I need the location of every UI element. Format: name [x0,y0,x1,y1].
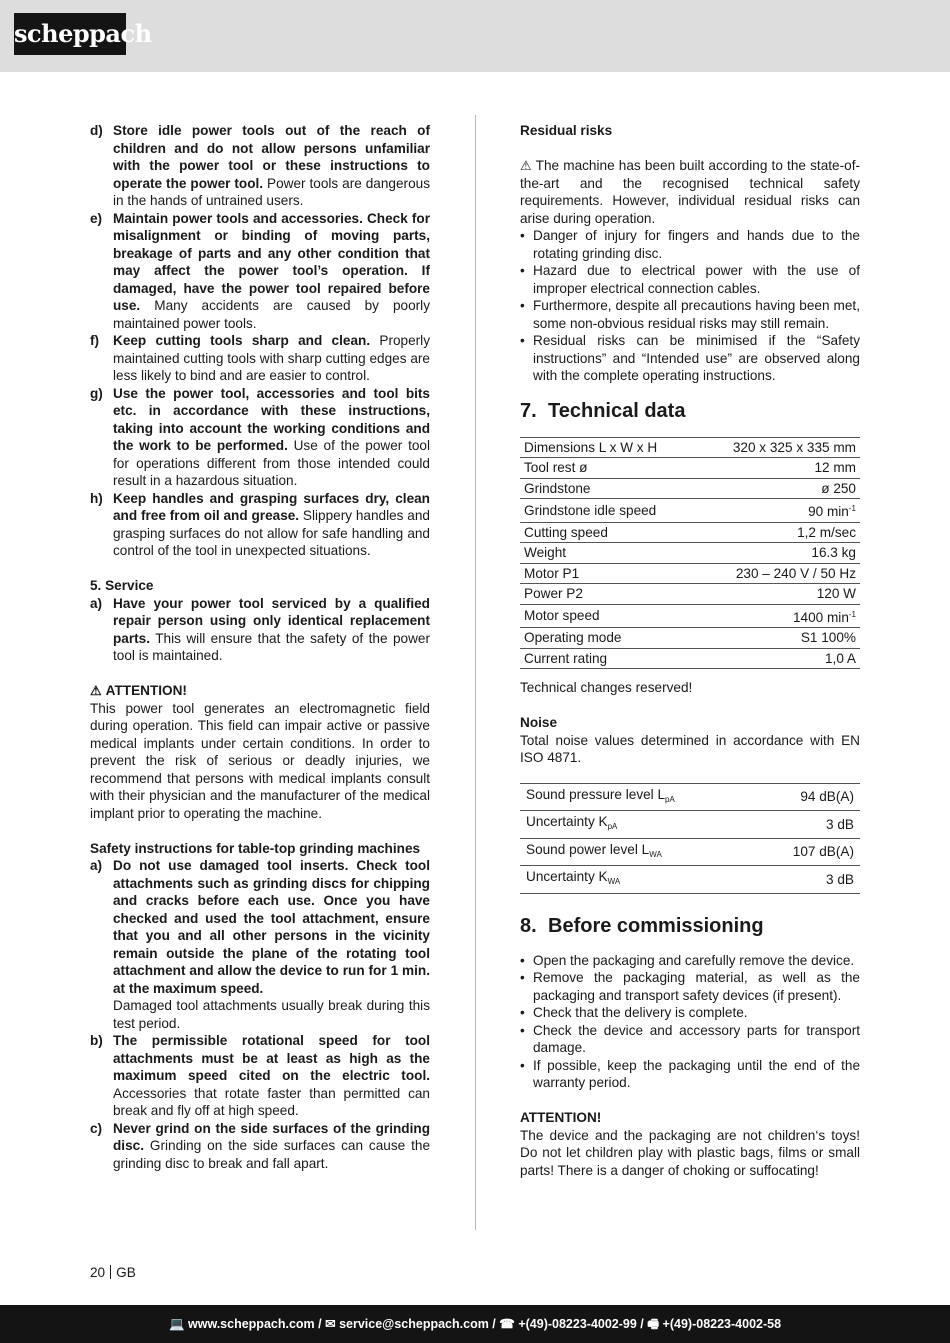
footer-bar [0,1305,950,1343]
grinding-item-c: c) Never grind on the side surfaces of the grinding disc. Grinding on the side surfaces can cause the grinding disc to break and fall apart. [90,1120,430,1171]
warning-icon: ⚠ [520,158,532,173]
residual-risks-intro: ⚠ The machine has been built according to the state-of-the-art and the recognised technical safety requirements. However, individual residual risks can arise during operation. [520,158,860,226]
table-row: Uncertainty $K_{pA}$ 3 dB [520,811,860,839]
noise-heading: Noise [520,715,558,730]
phone-number: +(49)-08223-4002-99 / [518,1317,644,1331]
technical-data-heading: 7. Technical data [520,399,686,422]
bullet-item: • Remove the packaging material, as well as the packaging and transport safety devices (if present). [520,970,860,1003]
table-row: Motor P1 230 – 240 V / 50 Hz [520,563,860,584]
table-row: Cutting speed 1,2 m/sec [520,522,860,543]
table-row: Motor speed 1400 $\min^{-1}$ [520,604,860,628]
list-item-d: d) Store idle power tools out of the reach of children and do not allow persons unfamiliar with the power tool or these instructions to operate the power tool. Power tools are dangerous in the hands of untrained users. [90,123,430,208]
table-row: Grindstone idle speed 90 $\min^{-1}$ [520,499,860,523]
bullet-item: • Check the device and accessory parts for transport damage. [520,1022,860,1055]
table-row: Sound pressure level $L_{pA}$ 94 dB(A) [520,783,860,811]
attention-heading: ⚠ ATTENTION! [90,683,187,698]
bullet-item: • Residual risks can be minimised if the “Safety instructions” and “Intended use” are observed along with the complete operating instructions. [520,333,860,383]
technical-changes-note: Technical changes reserved! [520,680,693,695]
bullet-item: • Hazard due to electrical power with the use of improper electrical connection cables. [520,263,860,296]
list-item-g: g) Use the power tool, accessories and tool bits etc. in accordance with these instructions, taking into account the working conditions and the work to be performed. Use of the power tool for operations different from those intended could result in a hazardous situation. [90,385,431,488]
attention2-heading: ATTENTION! [520,1110,602,1125]
commissioning-list [520,952,860,1092]
header-bar [0,0,950,72]
table-row: Power P2 120 W [520,584,860,605]
column-divider [475,115,476,1230]
table-row: Grindstone ø 250 [520,478,860,499]
technical-data-table [520,437,860,670]
noise-text: Total noise values determined in accordance with EN ISO 4871. [520,732,860,765]
list-item-f: f) Keep cutting tools sharp and clean. Properly maintained cutting tools with sharp cutting edges are less likely to bind and are easier to control. [90,333,430,383]
before-commissioning-heading: 8. Before commissioning [520,914,764,937]
bullet-item: • Danger of injury for fingers and hands due to the rotating grinding disc. [520,228,860,261]
email-icon: ✉ [325,1317,336,1331]
service-item-a: a) Have your power tool serviced by a qualified repair person using only identical replacement parts. This will ensure that the safety of the power tool is maintained. [90,595,430,663]
table-row: Tool rest ø 12 mm [520,458,860,479]
bullet-item: • Furthermore, despite all precautions having been met, some non-obvious residual risks may still remain. [520,298,860,331]
scheppach-logo: scheppach [14,13,126,55]
residual-risks-heading: Residual risks [520,123,613,138]
residual-risks-list [520,227,860,385]
website-link[interactable]: www.scheppach.com / [188,1317,322,1331]
attention2-text: The device and the packaging are not children‘s toys! Do not let children play with plastic bags, films or small parts! There is a danger of choking or suffocating! [520,1127,860,1178]
bullet-item: • Open the packaging and carefully remove the device. [520,952,855,968]
right-column [520,122,860,1179]
grinding-item-a-note: Damaged tool attachments usually break during this test period. [113,998,430,1031]
grinding-item-b: b) The permissible rotational speed for tool attachments must be at least as high as the maximum speed cited on the electric tool. Accessories that rotate faster than permitted can break and fly off at high speed. [90,1033,430,1118]
phone-icon: ☎ [499,1317,515,1331]
grinding-safety-heading: Safety instructions for table-top grinding machines [90,840,421,856]
table-row: Uncertainty $K_{WA}$ 3 dB [520,866,860,894]
noise-table [520,783,860,894]
table-row: Sound power level $L_{WA}$ 107 dB(A) [520,838,860,866]
table-row: Weight 16.3 kg [520,543,860,564]
service-heading: 5. Service [90,578,154,593]
computer-icon: 💻 [168,1317,185,1331]
table-row: Dimensions L x W x H 320 x 325 x 335 mm [520,437,860,458]
table-row: Operating mode S1 100% [520,628,860,649]
bullet-item: • Check that the delivery is complete. [520,1005,748,1020]
list-item-h: h) Keep handles and grasping surfaces dry, clean and free from oil and grease. Slippery handles and grasping surfaces do not allow for safe handling and control of the tool in unexpected situations. [90,490,430,558]
warning-icon: ⚠ [90,683,102,698]
fax-icon: 🖷 [647,1317,660,1331]
bullet-item: • If possible, keep the packaging until the end of the warranty period. [520,1057,860,1090]
email-link[interactable]: service@scheppach.com / [339,1317,496,1331]
fax-number: +(49)-08223-4002-58 [662,1317,782,1331]
grinding-item-a: a) Do not use damaged tool inserts. Check tool attachments such as grinding discs for chipping and cracks before each use. Once you have checked and used the tool attachment, ensure that you and all other persons in the vicinity remain outside the plane of the rotating tool attachment and allow the device to run for 1 min. at the maximum speed. [90,858,430,996]
left-column [90,122,430,1172]
table-row: Current rating 1,0 A [520,648,860,669]
attention-text: This power tool generates an electromagnetic field during operation. This field can impair active or passive medical implants under certain conditions. In order to prevent the risk of serious or deadly injuries, we recommend that persons with medical implants consult with their physician and the manufacturer of the medical implant prior to operating the machine. [90,700,430,821]
page-number: 20 GB [90,1265,136,1280]
list-item-e: e) Maintain power tools and accessories. Check for misalignment or binding of moving parts, breakage of parts and any other condition that may affect the power tool’s operation. If damaged, have the power tool repaired before use. Many accidents are caused by poorly maintained power tools. [90,210,430,331]
